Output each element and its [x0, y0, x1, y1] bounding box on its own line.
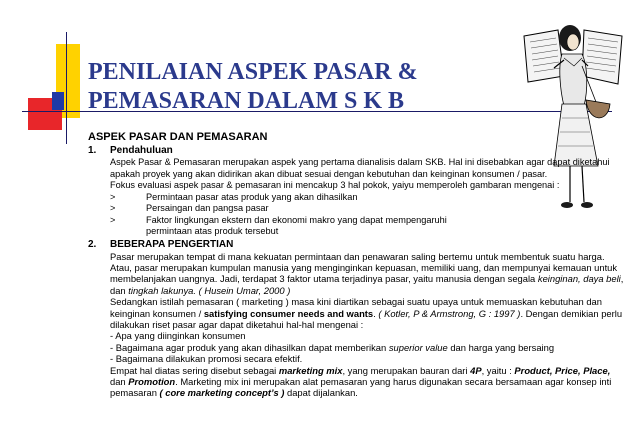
text-run: Sedangkan istilah pemasaran ( marketing ) masa kini diartikan sebagai suatu upaya untuk memuaskan kebutuhan dan keinginan konsumen / [110, 296, 602, 319]
bold-italic-run: Promotion [128, 375, 176, 387]
section-1-paragraph-2: Fokus evaluasi aspek pasar & pemasaran ini mencakup 3 hal pokok, yaiyu memperoleh gambaran mengenai : [110, 180, 560, 190]
text-run: dan harga yang bersaing [447, 341, 555, 353]
blue-decor-square [52, 92, 64, 110]
section-1-label: Pendahuluan [110, 145, 173, 156]
bullet-marker: > [110, 214, 116, 225]
bold-italic-run: Product, Price, Place, [514, 364, 611, 376]
text-run: . Dengan demikian perlu dilakukan riset pasar agar dapat diketahui hal-hal mengenai : [110, 307, 623, 330]
italic-run: superior value [388, 341, 448, 353]
bold-italic-run: 4P [470, 364, 482, 376]
section-2-label: BEBERAPA PENGERTIAN [110, 238, 234, 250]
text-run: - Bagaimana agar produk yang akan dihasilkan dapat memberikan [110, 341, 389, 353]
bullet-text: Persaingan dan pangsa pasar [146, 203, 269, 213]
slide-title [88, 58, 468, 116]
citation: ( Kotler, P & Armstrong, G : 1997 ) [378, 307, 521, 319]
section-2-header [88, 239, 628, 251]
text-run: dapat dijalankan. [284, 387, 358, 399]
bullet-item [110, 192, 628, 204]
text-run: . Marketing mix ini merupakan alat pemasaran yang harus digunakan secara bersamaan agar konsep inti pemasaran [110, 375, 612, 399]
bullet-text: Permintaan pasar atas produk yang akan dihasilkan [146, 191, 358, 202]
list-line-3: - Bagaimana dilakukan promosi secara efektif. [110, 353, 303, 365]
bullet-marker: > [110, 191, 116, 202]
section-2-paragraph-1 [110, 251, 628, 297]
bold-italic-run: ( core marketing concept’s ) [159, 387, 285, 399]
bullet-marker: > [110, 203, 116, 213]
bullet-text: Faktor lingkungan ekstern dan ekonomi makro yang dapat mempengaruhi permintaan atas produk tersebut [146, 214, 447, 236]
bold-run: satisfying consumer needs and wants [203, 307, 374, 319]
section-1-number: 1. [88, 145, 97, 156]
text-run: dan [110, 375, 129, 387]
text-run: , yang merupakan bauran dari [342, 364, 471, 376]
section-2-number: 2. [88, 238, 97, 250]
slide-content [88, 131, 628, 399]
text-run: Empat hal diatas sering disebut sebagai [110, 364, 279, 376]
bullet-item [110, 203, 628, 215]
bullet-item [110, 215, 628, 238]
bold-italic-run: marketing mix [278, 364, 343, 376]
section-2-paragraph-3 [110, 365, 628, 399]
text-run: , yaitu : [481, 364, 515, 376]
citation: . ( Husein Umar, 2000 ) [193, 284, 291, 296]
italic-run: keinginan, daya beli [537, 273, 621, 285]
text-run: Pasar merupakan tempat di mana kekuatan permintaan dan penawaran saling bertemu untuk membentuk suatu harga. Atau, pasar merupakan kumpulan manusia yang menginginkan kepuasan, memiliki uang, dan mempunyai kemauan untuk membelanjakan uangnya. Jadi, terdapat 3 faktor utama terjadinya pasar, yaitu manusia dengan segala [110, 250, 618, 285]
list-line-2 [110, 342, 628, 353]
section-1-header [88, 145, 628, 157]
text-run: . [373, 307, 379, 319]
italic-run: tingkah lakunya [128, 284, 194, 296]
section-1-paragraph-1: Aspek Pasar & Pemasaran merupakan aspek yang pertama dianalisis dalam SKB. Hal ini disebabkan agar dapat diketahui apakah proyek yang akan didirikan akan dibuat sesuai dengan kebutuhan dan keinginan konsumen / pasar. [110, 157, 610, 179]
list-line-1: - Apa yang diinginkan konsumen [110, 330, 246, 342]
text-run: , dan [110, 273, 624, 296]
section-heading: ASPEK PASAR DAN PEMASARAN [88, 131, 268, 143]
title-line-2: PEMASARAN DALAM S K B [88, 88, 405, 114]
title-line-1: PENILAIAN ASPEK PASAR & [88, 59, 418, 85]
vertical-rule [66, 32, 67, 144]
section-2-paragraph-2 [110, 296, 628, 330]
